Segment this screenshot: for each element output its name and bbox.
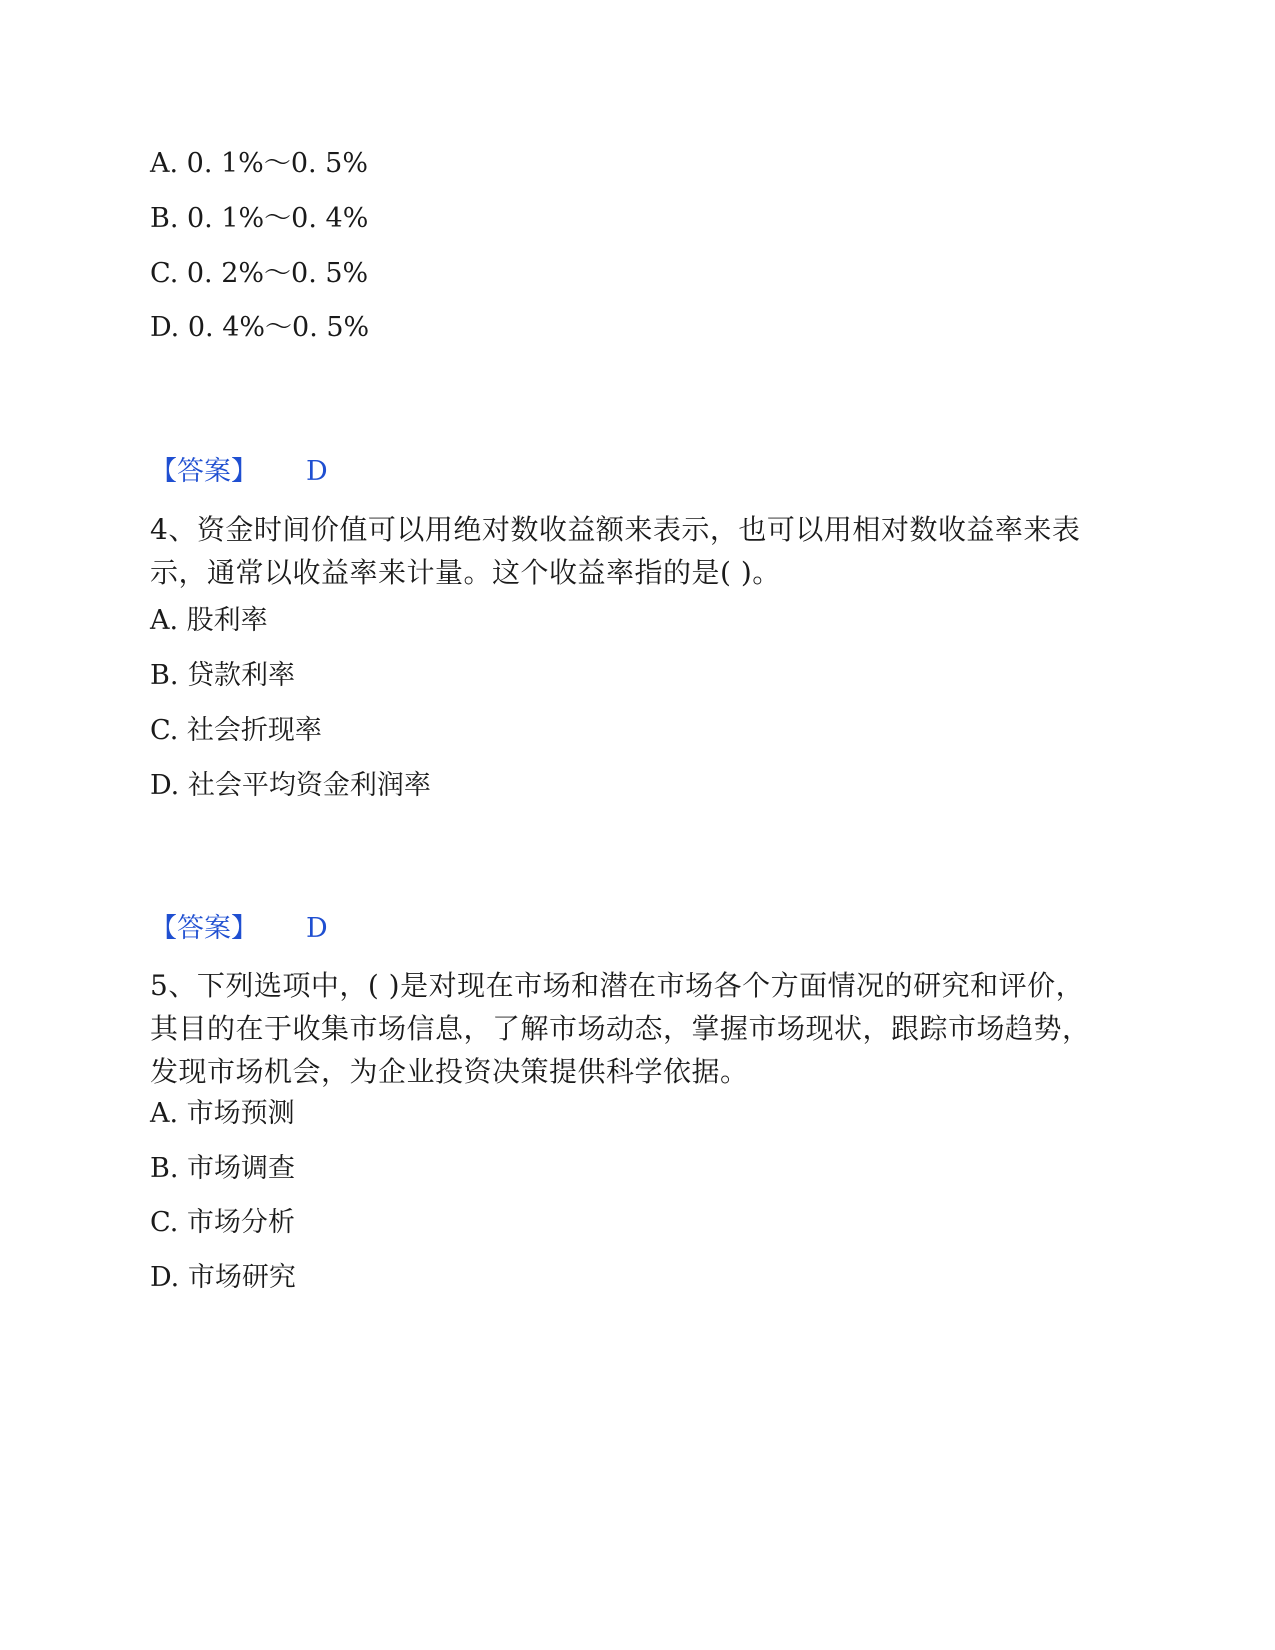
q3-option-b: B. 0. 1%～0. 4% (150, 203, 369, 234)
q3-option-d: D. 0. 4%～0. 5% (150, 312, 370, 343)
q4-option-b: B. 贷款利率 (150, 660, 296, 691)
q4-answer (150, 911, 328, 947)
q3-option-c: C. 0. 2%～0. 5% (150, 258, 369, 289)
answer-label: 【答案】 (150, 456, 258, 487)
q5-option-c: C. 市场分析 (150, 1207, 295, 1238)
q5-text-line-3: 发现市场机会，为企业投资决策提供科学依据。 (150, 1055, 749, 1088)
q4-text-line-2: 示，通常以收益率来计量。这个收益率指的是( )。 (150, 556, 781, 589)
q5-text-line-2: 其目的在于收集市场信息，了解市场动态，掌握市场现状，跟踪市场趋势， (150, 1012, 1091, 1045)
q3-option-a: A. 0. 1%～0. 5% (150, 148, 369, 179)
q4-option-d: D. 社会平均资金利润率 (150, 770, 431, 801)
q5-option-d: D. 市场研究 (150, 1262, 296, 1293)
q4-text-line-1: 4、资金时间价值可以用绝对数收益额来表示，也可以用相对数收益率来表 (150, 513, 1081, 546)
q5-option-a: A. 市场预测 (150, 1098, 295, 1129)
answer-label: 【答案】 (150, 913, 258, 944)
q5-text-line-1: 5、下列选项中，( )是对现在市场和潜在市场各个方面情况的研究和评价， (150, 969, 1085, 1002)
answer-value: D (306, 456, 328, 487)
q5-option-b: B. 市场调查 (150, 1153, 296, 1184)
q3-answer (150, 454, 328, 490)
q4-option-a: A. 股利率 (150, 605, 268, 636)
answer-value: D (306, 913, 328, 944)
q4-option-c: C. 社会折现率 (150, 715, 322, 746)
